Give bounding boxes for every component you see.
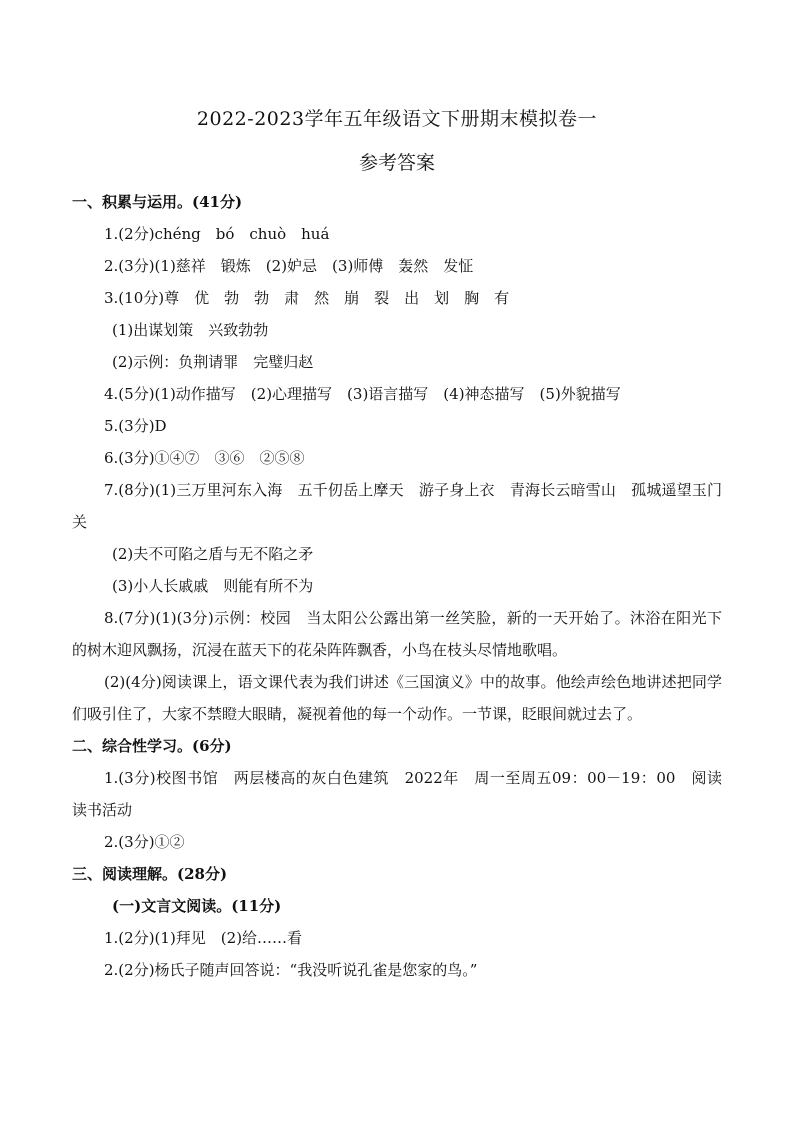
page-subtitle: 参考答案 <box>358 152 435 174</box>
answer-1-8-part2: (2)(4分)阅读课上，语文课代表为我们讲述《三国演义》中的故事。他绘声绘色地讲述把同学们吸引住了，大家不禁瞪大眼睛，凝视着他的每一个动作。一节课，眨眼间就过去了。 <box>72 673 722 723</box>
answer-1-1: 1.(2分)chéng bó chuò huá <box>104 225 330 243</box>
page-title: 2022-2023学年五年级语文下册期末模拟卷一 <box>196 108 598 130</box>
subsection-heading-3-1: (一)文言文阅读。(11分) <box>112 897 282 915</box>
answer-1-8-part1: 8.(7分)(1)(3分)示例：校园 当太阳公公露出第一丝笑脸，新的一天开始了。沐浴在阳光下的树木迎风飘扬，沉浸在蓝天下的花朵阵阵飘香，小鸟在枝头尽情地歌唱。 <box>72 609 722 659</box>
answer-1-2: 2.(3分)(1)慈祥 锻炼 (2)妒忌 (3)师傅 轰然 发怔 <box>104 257 474 275</box>
answer-1-3-part1: (1)出谋划策 兴致勃勃 <box>112 321 269 339</box>
answer-1-4: 4.(5分)(1)动作描写 (2)心理描写 (3)语言描写 (4)神态描写 (5)外貌描写 <box>104 385 621 403</box>
answer-1-3: 3.(10分)尊 优 勃 勃 肃 然 崩 裂 出 划 胸 有 <box>104 289 510 307</box>
answer-2-2: 2.(3分)①② <box>104 833 185 851</box>
answer-2-1: 1.(3分)校图书馆 两层楼高的灰白色建筑 2022年 周一至周五09：00－19：00 阅读 读书活动 <box>72 769 738 819</box>
section-heading-1: 一、积累与运用。(41分) <box>72 193 243 211</box>
answer-1-7-part3: (3)小人长戚戚 则能有所不为 <box>112 577 314 595</box>
answer-content <box>72 186 738 986</box>
answer-1-6: 6.(3分)①④⑦ ③⑥ ②⑤⑧ <box>104 449 305 467</box>
section-heading-2: 二、综合性学习。(6分) <box>72 737 232 755</box>
answer-1-3-part2: (2)示例：负荆请罪 完璧归赵 <box>112 353 314 371</box>
answer-1-7-part2: (2)夫不可陷之盾与无不陷之矛 <box>112 545 314 563</box>
answer-3-1: 1.(2分)(1)拜见 (2)给……看 <box>104 929 303 947</box>
answer-1-7: 7.(8分)(1)三万里河东入海 五千仞岳上摩天 游子身上衣 青海长云暗雪山 孤城遥望玉门关 <box>72 481 722 531</box>
answer-3-2: 2.(2分)杨氏子随声回答说：“我没听说孔雀是您家的鸟。” <box>104 961 478 979</box>
answer-1-5: 5.(3分)D <box>104 417 167 435</box>
section-heading-3: 三、阅读理解。(28分) <box>72 865 228 883</box>
